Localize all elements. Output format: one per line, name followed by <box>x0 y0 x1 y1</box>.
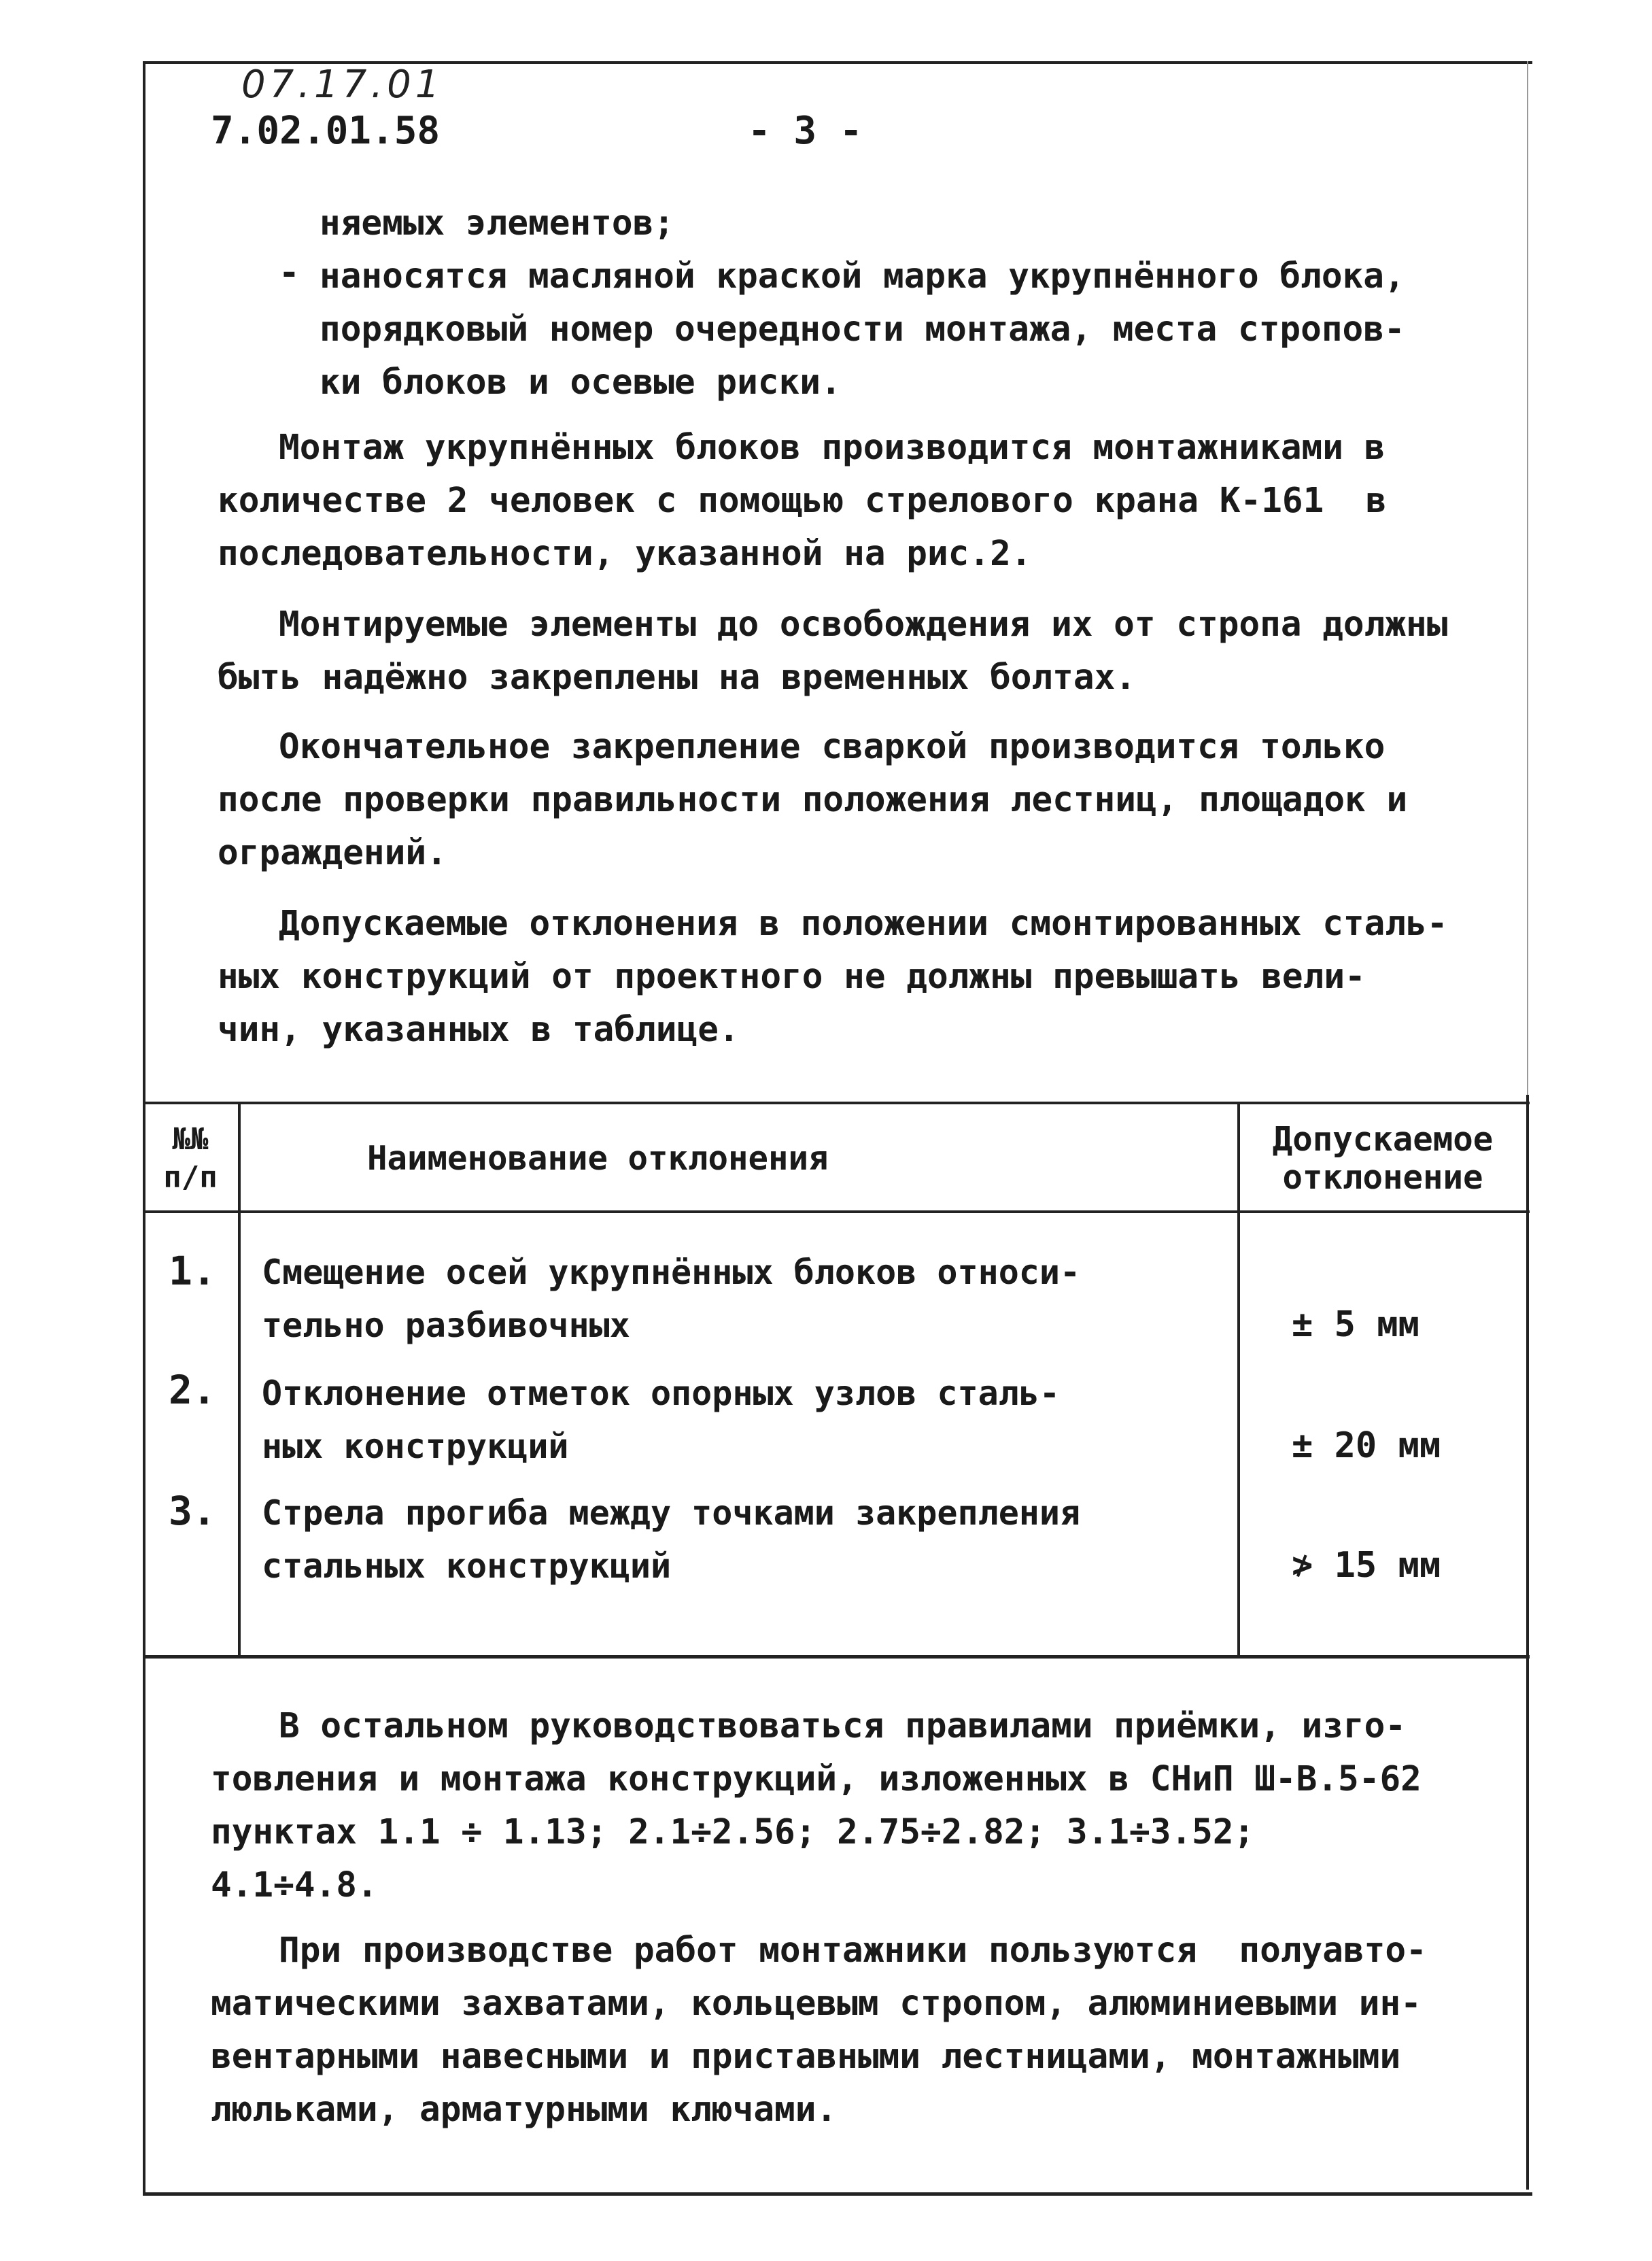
row-name: Смещение осей укрупнённых блоков относи- тельно разбивочных <box>262 1253 1081 1345</box>
bullet-text <box>320 250 1405 409</box>
row-number: 2. <box>169 1367 216 1413</box>
bullet-line: наносятся масляной краской марка укрупнённого блока, <box>320 256 1405 296</box>
paragraph-first-line: Монтируемые элементы до освобождения их от стропа должны <box>279 605 1448 645</box>
paragraph-body: ных конструкций от проектного не должны превышать вели- чин, указанных в таблице. <box>218 957 1366 1050</box>
paragraph-first-line: Окончательное закрепление сваркой производится только <box>279 727 1386 767</box>
paragraph-first-line: Монтаж укрупнённых блоков производится монтажниками в <box>279 428 1386 468</box>
deviation-table <box>143 1102 1530 1659</box>
table-header-border <box>143 1210 1530 1213</box>
row-name: Стрела прогиба между точками закрепления стальных конструкций <box>262 1493 1081 1586</box>
bullet-line: ки блоков и осевые риски. <box>320 362 842 403</box>
table-bottom-border <box>143 1655 1530 1659</box>
row-tolerance: ≯ 15 мм <box>1292 1545 1441 1586</box>
document-number: 7.02.01.58 <box>211 109 441 153</box>
handwritten-code: 07.17.01 <box>241 63 444 107</box>
row-tolerance: ± 20 мм <box>1292 1425 1441 1466</box>
row-name: Отклонение отметок опорных узлов сталь- ных конструкций <box>262 1374 1060 1466</box>
bullet-line: порядковый номер очередности монтажа, места стропов- <box>320 309 1405 350</box>
closing-body: товления и монтажа конструкций, изложенных в СНиП Ш-В.5-62 пунктах 1.1 ÷ 1.13; 2.1÷2.56; 2.75÷2.82; 3.1÷3.52; 4.1÷4.8. <box>211 1759 1422 1905</box>
row-number: 3. <box>169 1488 216 1534</box>
closing-body: матическими захватами, кольцевым стропом, алюминиевыми ин- вентарными навесными и приставными лестницами, монтажными люльками, арматурными ключами. <box>211 1984 1422 2130</box>
paragraph-body: количестве 2 человек с помощью стрелового крана К-161 в последовательности, указанной на рис.2. <box>218 481 1387 574</box>
page-number: - 3 - <box>748 109 863 153</box>
frame-right-line-faint <box>1527 61 1528 1095</box>
header-number: №№ п/п <box>163 1122 218 1195</box>
paragraph-body: после проверки правильности положения лестниц, площадок и ограждений. <box>218 780 1408 873</box>
header-tolerance: Допускаемое отклонение <box>1272 1120 1494 1197</box>
row-tolerance: ± 5 мм <box>1292 1304 1419 1345</box>
closing-first-line: При производстве работ монтажники пользуются полуавто- <box>279 1931 1427 1971</box>
paragraph-first-line: Допускаемые отклонения в положении смонтированных сталь- <box>279 904 1448 944</box>
table-divider-num <box>238 1102 241 1655</box>
paragraph-body: быть надёжно закреплены на временных болтах. <box>218 658 1137 698</box>
closing-first-line: В остальном руководствоваться правилами приёмки, изго- <box>279 1706 1407 1746</box>
bullet-mark: - <box>279 253 300 293</box>
header-name: Наименование отклонения <box>367 1139 829 1178</box>
row-number: 1. <box>169 1248 216 1294</box>
continuation-line: няемых элементов; <box>320 203 674 243</box>
table-top-border <box>143 1102 1530 1104</box>
